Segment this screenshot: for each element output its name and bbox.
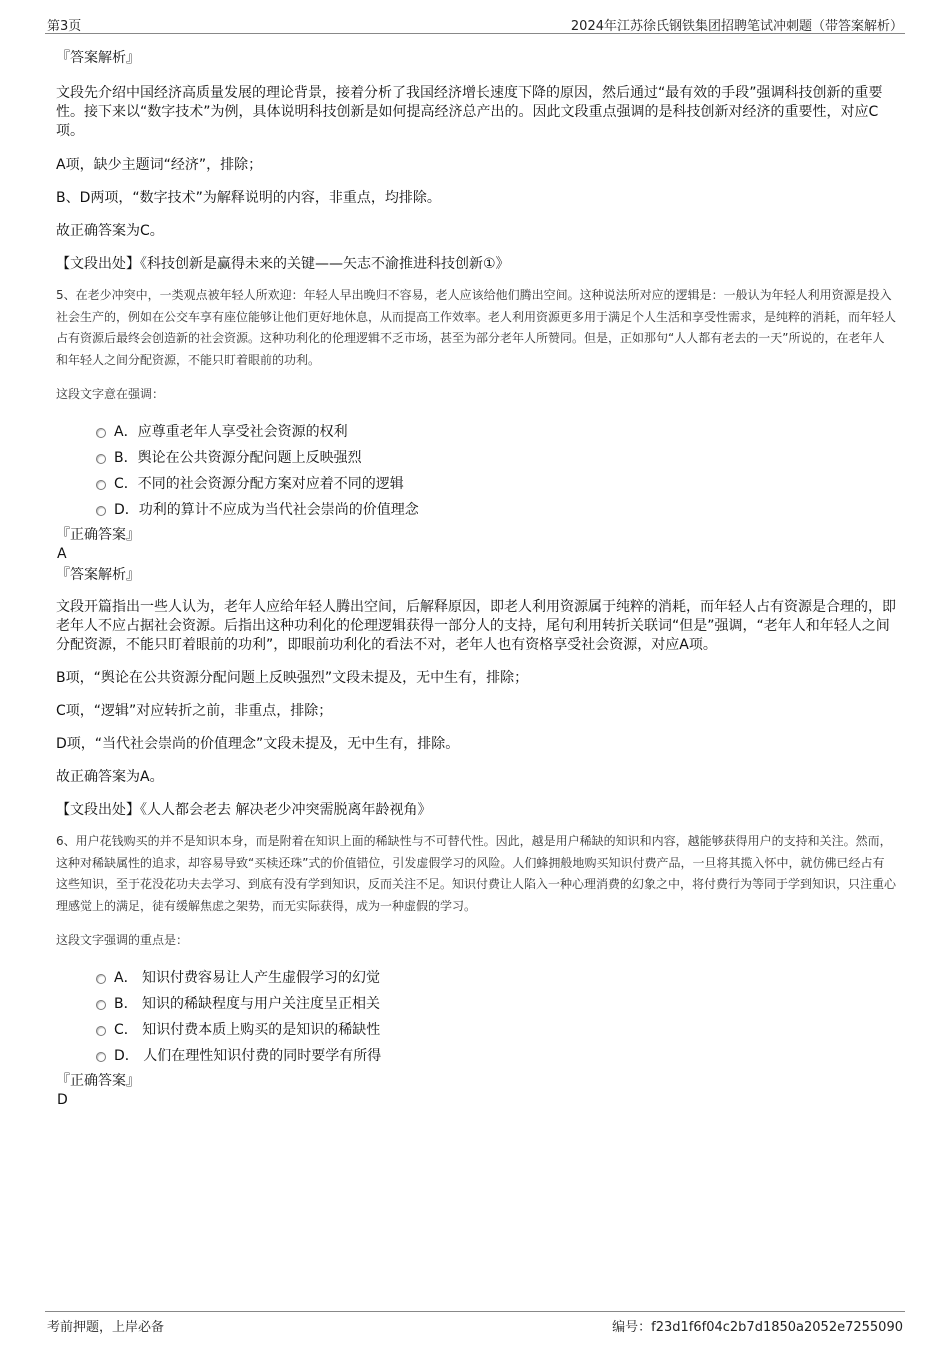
radio-button-icon[interactable] [96, 454, 106, 464]
analysis-paragraph: 文段开篇指出一些人认为，老年人应给年轻人腾出空间，后解释原因，即老人利用资源属于纯粹的消耗，而年轻人占有资源是合理的，即老年人不应占据社会资源。后指出这种功利化的伦理逻辑获得一部分人的支持，尾句利用转折关联词“但是”强调，“老年人和年轻人之间分配资源，不能只盯着眼前的功利”，即眼前功利化的看法不对，老年人也有资格享受社会资源，对应A项。 [56, 599, 896, 653]
analysis-label: 『答案解析』 [56, 567, 140, 583]
option-label: C． 知识付费本质上购买的是知识的稀缺性 [114, 1022, 381, 1038]
option-a[interactable] [56, 965, 896, 991]
radio-button-icon[interactable] [96, 428, 106, 438]
page-footer [45, 1311, 905, 1336]
page-number: 第3页 [47, 19, 82, 34]
analysis-paragraph: 文段先介绍中国经济高质量发展的理论背景，接着分析了我国经济增长速度下降的原因，然后通过“最有效的手段”强调科技创新的重要性。接下来以“数字技术”为例，具体说明科技创新是如何提高经济总产出的。因此文段重点强调的是科技创新对经济的重要性，对应C项。 [56, 85, 883, 139]
page-content [56, 44, 896, 1109]
radio-button-icon[interactable] [96, 974, 106, 984]
correct-answer-label: 『正确答案』 [56, 1073, 140, 1089]
option-list [56, 965, 896, 1069]
radio-button-icon[interactable] [96, 506, 106, 516]
document-serial: 编号：f23d1f6f04c2b7d1850a2052e7255090 [612, 1320, 903, 1335]
option-label: A．应尊重老年人享受社会资源的权利 [114, 424, 348, 440]
option-label: A． 知识付费容易让人产生虚假学习的幻觉 [114, 970, 381, 986]
question-stem: 这段文字强调的重点是： [56, 933, 189, 947]
analysis-paragraph: A项，缺少主题词“经济”，排除； [56, 157, 263, 173]
option-label: D． 人们在理性知识付费的同时要学有所得 [114, 1048, 382, 1064]
option-label: B． 知识的稀缺程度与用户关注度呈正相关 [114, 996, 381, 1012]
option-a[interactable] [56, 419, 896, 445]
analysis-paragraph: B、D两项，“数字技术”为解释说明的内容，非重点，均排除。 [56, 190, 441, 206]
question-text: 5、在老少冲突中，一类观点被年轻人所欢迎：年轻人早出晚归不容易，老人应该给他们腾出空间。这种说法所对应的逻辑是：一般认为年轻人利用资源是投入社会生产的，例如在公交车享有座位能够让他们更好地休息，从而提高工作效率。老人利用资源更多用于满足个人生活和享受性需求，是纯粹的消耗，而年轻人占有资源后最终会创造新的社会资源。这种功利化的伦理逻辑不乏市场，甚至为部分老年人所赞同。但是，正如那句“人人都有老去的一天”所说的，在老年人和年轻人之间分配资源，不能只盯着眼前的功利。 [56, 288, 897, 367]
analysis-paragraph: 故正确答案为C。 [56, 223, 164, 239]
option-list [56, 419, 896, 523]
option-c[interactable] [56, 471, 896, 497]
analysis-paragraph: 故正确答案为A。 [56, 769, 164, 785]
option-b[interactable] [56, 991, 896, 1017]
analysis-paragraph: D项，“当代社会崇尚的价值理念”文段未提及，无中生有，排除。 [56, 736, 460, 752]
option-label: D．功利的算计不应成为当代社会崇尚的价值理念 [114, 502, 419, 518]
option-label: C．不同的社会资源分配方案对应着不同的逻辑 [114, 476, 404, 492]
source-citation: 【文段出处】《科技创新是赢得未来的关键——矢志不渝推进科技创新①》 [56, 256, 510, 272]
radio-button-icon[interactable] [96, 480, 106, 490]
radio-button-icon[interactable] [96, 1026, 106, 1036]
source-citation: 【文段出处】《人人都会老去 解决老少冲突需脱离年龄视角》 [56, 802, 432, 818]
option-label: B．舆论在公共资源分配问题上反映强烈 [114, 450, 362, 466]
correct-answer: D [57, 1092, 68, 1108]
correct-answer: A [57, 546, 67, 562]
analysis-paragraph: C项，“逻辑”对应转折之前，非重点，排除； [56, 703, 333, 719]
option-d[interactable] [56, 497, 896, 523]
analysis-paragraph: B项，“舆论在公共资源分配问题上反映强烈”文段未提及，无中生有，排除； [56, 670, 529, 686]
option-c[interactable] [56, 1017, 896, 1043]
footer-slogan: 考前押题，上岸必备 [47, 1320, 165, 1335]
correct-answer-label: 『正确答案』 [56, 527, 140, 543]
analysis-label: 『答案解析』 [56, 50, 140, 66]
page-header [45, 13, 905, 34]
question-text: 6、用户花钱购买的并不是知识本身，而是附着在知识上面的稀缺性与不可替代性。因此，越是用户稀缺的知识和内容，越能够获得用户的支持和关注。然而，这种对稀缺属性的追求，却容易导致“买椟还珠”式的价值错位，引发虚假学习的风险。人们蜂拥般地购买知识付费产品，一旦将其揽入怀中，就仿佛已经占有这些知识，至于花没花功夫去学习、到底有没有学到知识，反而关注不足。知识付费让人陷入一种心理消费的幻象之中，将付费行为等同于学到知识，只注重心理感觉上的满足，徒有缓解焦虑之架势，而无实际获得，成为一种虚假的学习。 [56, 834, 897, 913]
radio-button-icon[interactable] [96, 1052, 106, 1062]
document-title: 2024年江苏徐氏钢铁集团招聘笔试冲刺题（带答案解析） [570, 19, 903, 34]
option-b[interactable] [56, 445, 896, 471]
option-d[interactable] [56, 1043, 896, 1069]
radio-button-icon[interactable] [96, 1000, 106, 1010]
question-stem: 这段文字意在强调： [56, 387, 165, 401]
